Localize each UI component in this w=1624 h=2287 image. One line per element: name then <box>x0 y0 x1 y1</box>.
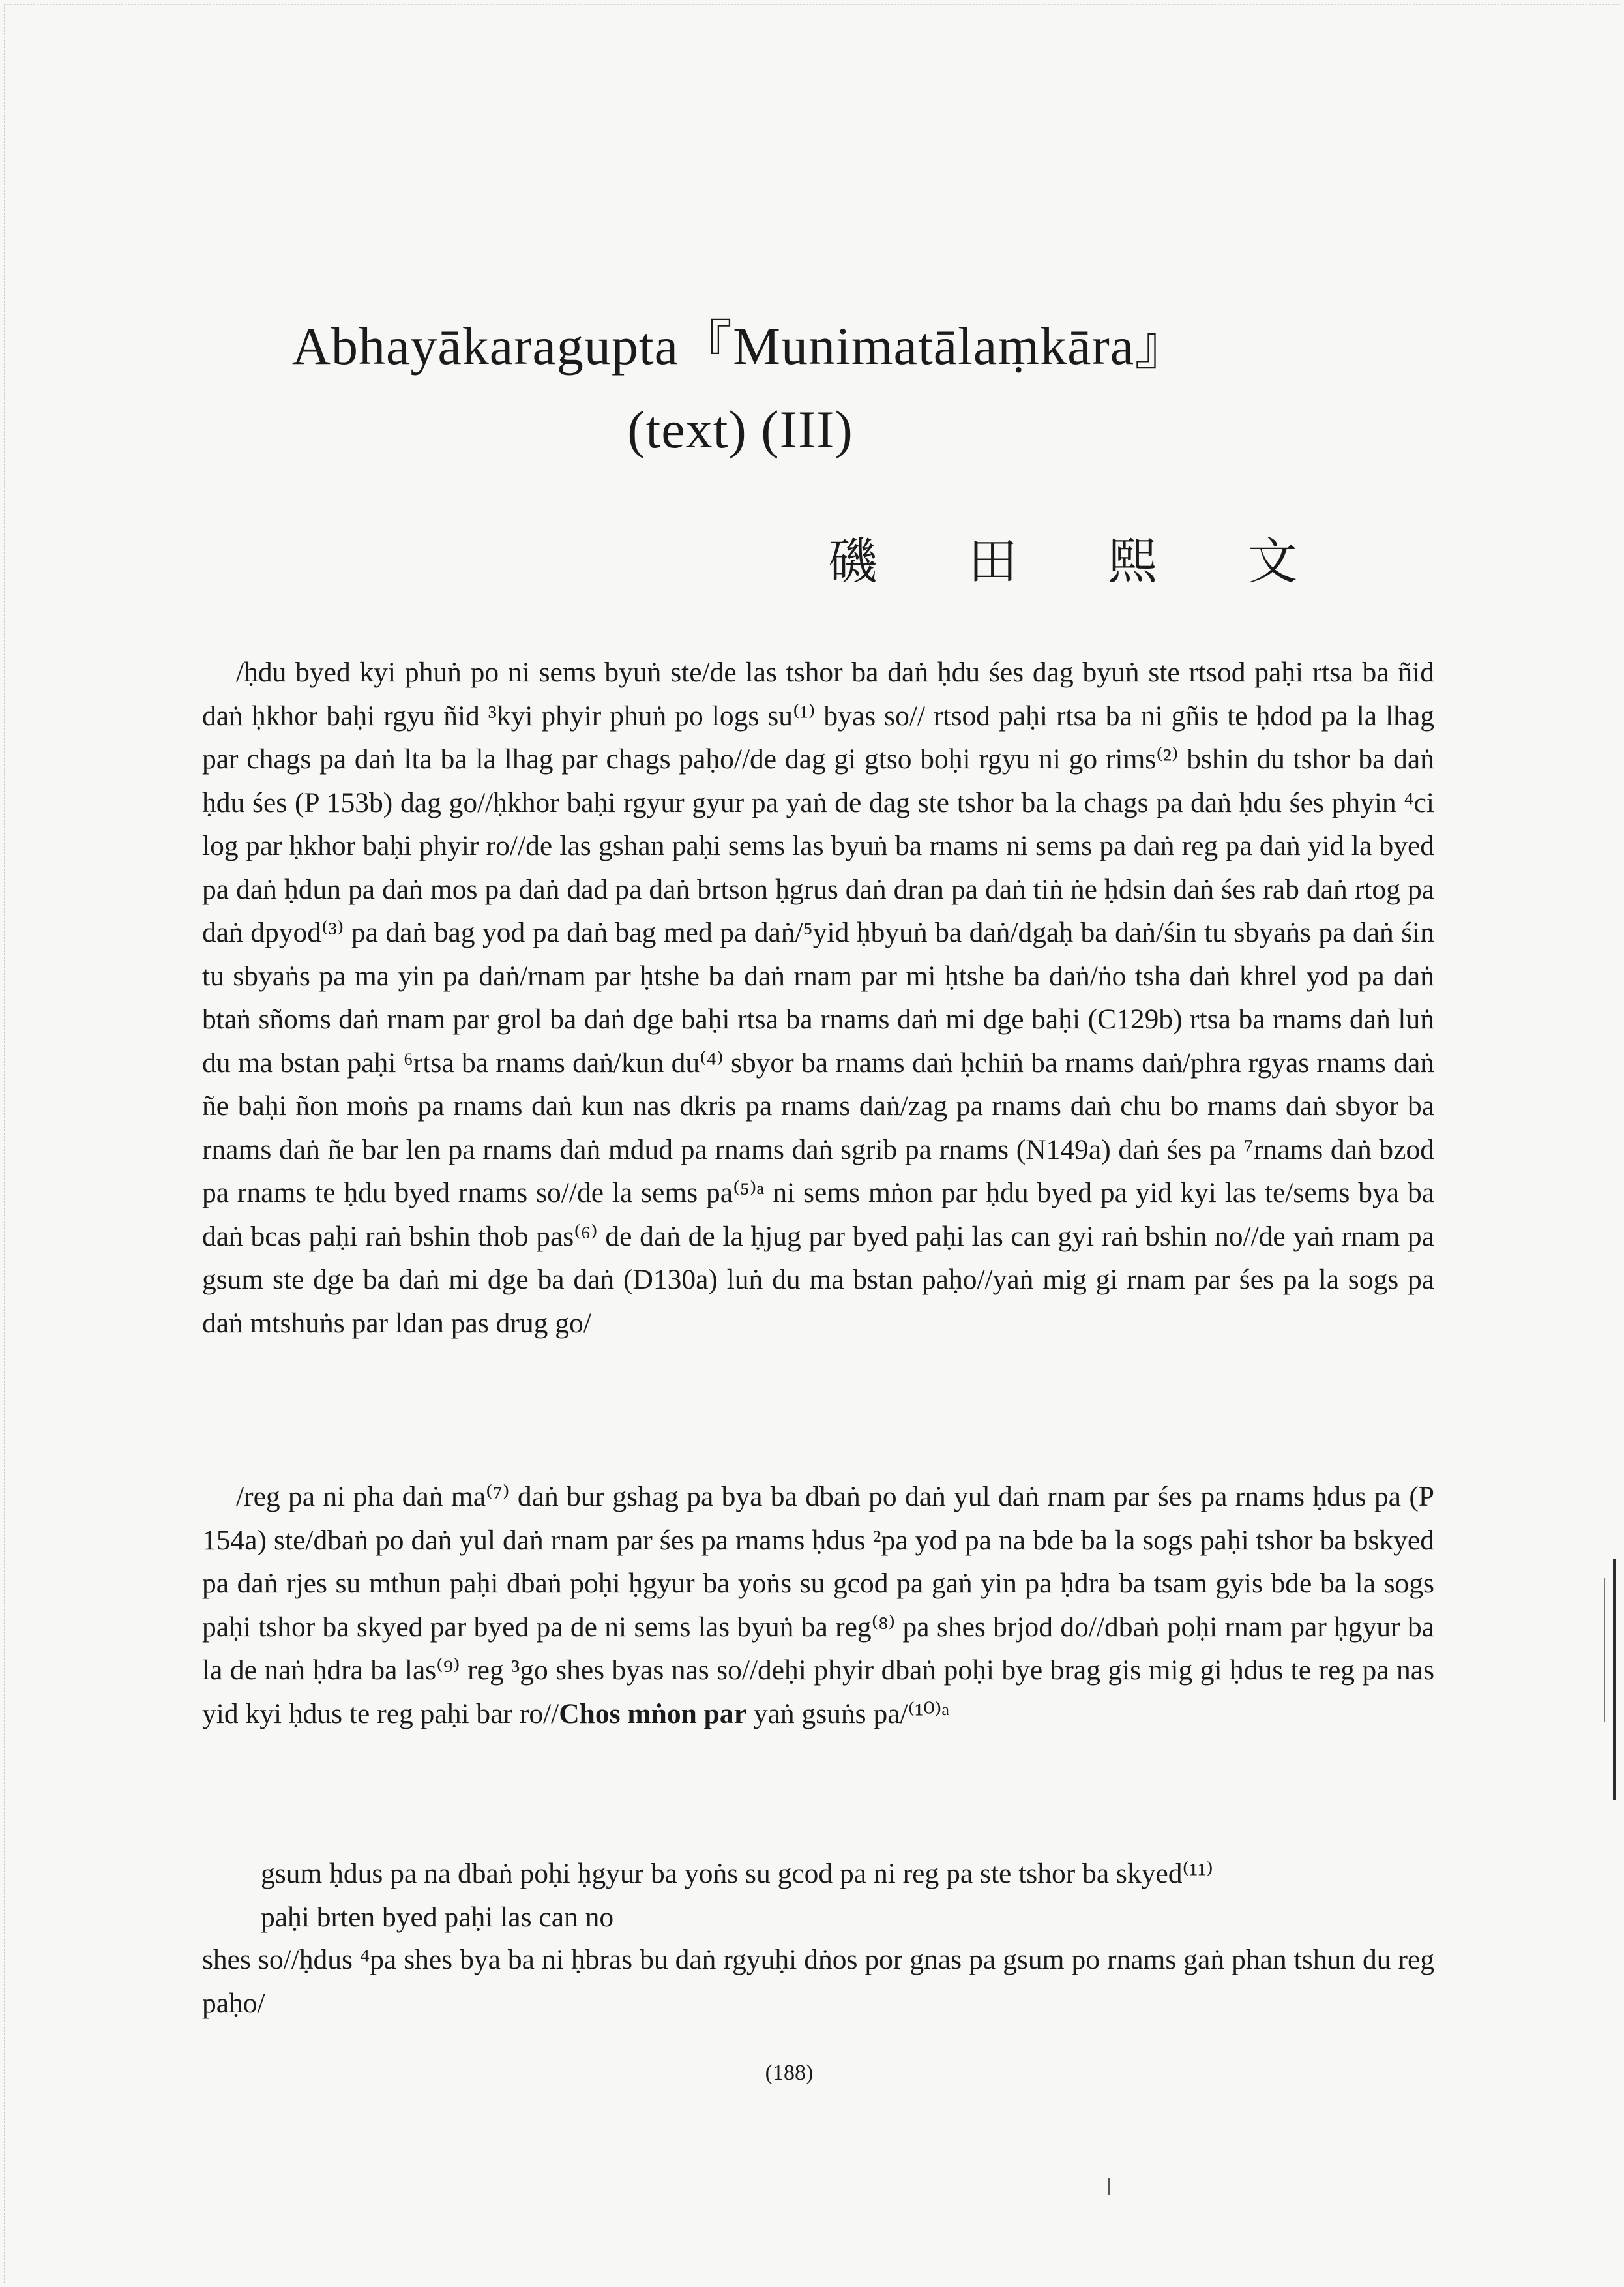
author-char: 熙 <box>1108 535 1158 590</box>
paragraph-text: /ḥdu byed kyi phuṅ po ni sems byuṅ ste/de las tshor ba daṅ ḥdu śes dag byuṅ ste rtsod paḥi rtsa ba ñid daṅ ḥkhor baḥi rgyu ñid ³kyi phyir phuṅ po logs su⁽¹⁾ byas so// rtsod paḥi rtsa ba ni gñis te ḥdod pa la lhag par chags pa daṅ lta ba la lhag par chags paḥo//de dag gi gtso boḥi rgyu ni go rims⁽²⁾ bshin du tshor ba daṅ ḥdu śes (P 153b) dag go//ḥkhor baḥi rgyur gyur pa yaṅ de dag ste tshor ba la chags pa daṅ ḥdu śes phyin ⁴ci log par ḥkhor baḥi phyir ro//de las gshan paḥi sems las byuṅ ba rnams ni sems pa daṅ reg pa daṅ yid la byed pa daṅ ḥdun pa daṅ mos pa daṅ dad pa daṅ brtson ḥgrus daṅ dran pa daṅ tiṅ ṅe ḥdsin daṅ śes rab daṅ rtog pa daṅ dpyod⁽³⁾ pa daṅ bag yod pa daṅ bag med pa daṅ/⁵yid ḥbyuṅ ba daṅ/dgaḥ ba daṅ/śin tu sbyaṅs pa daṅ śin tu sbyaṅs pa ma yin pa daṅ/rnam par ḥtshe ba daṅ rnam par mi ḥtshe ba daṅ/ṅo tsha daṅ khrel yod pa daṅ btaṅ sñoms daṅ rnam par grol ba daṅ dge baḥi rtsa ba rnams daṅ mi dge baḥi (C129b) rtsa ba rnams daṅ luṅ du ma bstan paḥi ⁶rtsa ba rnams daṅ/kun du⁽⁴⁾ sbyor ba rnams daṅ ḥchiṅ ba rnams daṅ/phra rgyas rnams daṅ ñe baḥi ñon moṅs pa rnams daṅ kun nas dkris pa rnams daṅ/zag pa rnams daṅ chu bo rnams daṅ sbyor ba rnams daṅ ñe bar len pa rnams daṅ mdud pa rnams daṅ sgrib pa rnams (N149a) daṅ śes pa ⁷rnams daṅ bzod pa rnams te ḥdu byed rnams so//de la sems pa⁽⁵⁾ᵃ ni sems mṅon par ḥdu byed pa yid kyi las te/sems bya ba daṅ bcas paḥi raṅ bshin thob pas⁽⁶⁾ de daṅ de la ḥjug par byed paḥi las can gyi raṅ bshin no//de yaṅ rnam pa gsum ste dge ba daṅ mi dge ba daṅ (D130a) luṅ du ma bstan paḥo//yaṅ mig gi rnam par śes pa la sogs pa daṅ mtshuṅs par ldan pas drug go/ <box>202 657 1434 1339</box>
paragraph-text <box>202 1475 1434 1735</box>
quoted-verse <box>261 1852 1434 1939</box>
author-char: 文 <box>1247 535 1297 590</box>
scan-artifact <box>1613 1559 1616 1800</box>
body-paragraph-1 <box>202 651 1434 1345</box>
scan-artifact <box>1604 1578 1605 1722</box>
author-char: 磯 <box>828 535 878 590</box>
author-name <box>828 522 1297 593</box>
paragraph-text: shes so//ḥdus ⁴pa shes bya ba ni ḥbras bu daṅ rgyuḥi dṅos por gnas pa gsum po rnams gaṅ phan tshun du reg paḥo/ <box>202 1944 1434 2019</box>
scan-artifact <box>1108 2178 1110 2195</box>
verse-line: paḥi brten byed paḥi las can no <box>261 1901 614 1933</box>
body-paragraph-3 <box>202 1938 1434 2025</box>
page-number: (188) <box>765 2061 814 2085</box>
paragraph-text-main: /reg pa ni pha daṅ ma⁽⁷⁾ daṅ bur gshag pa bya ba dbaṅ po daṅ yul daṅ rnam par śes pa rnams ḥdus pa (P 154a) ste/dbaṅ po daṅ yul daṅ rnam par śes pa rnams ḥdus ²pa yod pa na bde ba la sogs paḥi tshor ba bskyed pa daṅ rjes su mthun paḥi dbaṅ poḥi ḥgyur ba yoṅs su gcod pa gaṅ yin pa ḥdra ba tsam gyis bde ba la sogs paḥi tshor ba skyed par byed pa de ni sems las byuṅ ba reg⁽⁸⁾ pa shes brjod do//dbaṅ poḥi rnam par ḥgyur ba la de naṅ ḥdra ba las⁽⁹⁾ reg ³go shes byas nas so//deḥi phyir dbaṅ poḥi bye brag gis mig gi ḥdus te reg pa nas yid kyi ḥdus te reg paḥi bar ro// <box>202 1481 1434 1729</box>
body-paragraph-2 <box>202 1475 1434 1735</box>
author-char: 田 <box>967 535 1018 590</box>
paragraph-text-end: yaṅ gsuṅs pa/⁽¹⁰⁾ᵃ <box>746 1697 950 1729</box>
article-title: Abhayākaragupta『Munimatālaṃkāra』 <box>291 316 1189 376</box>
bold-term: Chos mṅon par <box>559 1697 746 1729</box>
article-subtitle: (text) (III) <box>627 400 853 459</box>
verse-line: gsum ḥdus pa na dbaṅ poḥi ḥgyur ba yoṅs su gcod pa ni reg pa ste tshor ba skyed⁽¹¹⁾ <box>261 1858 1213 1889</box>
